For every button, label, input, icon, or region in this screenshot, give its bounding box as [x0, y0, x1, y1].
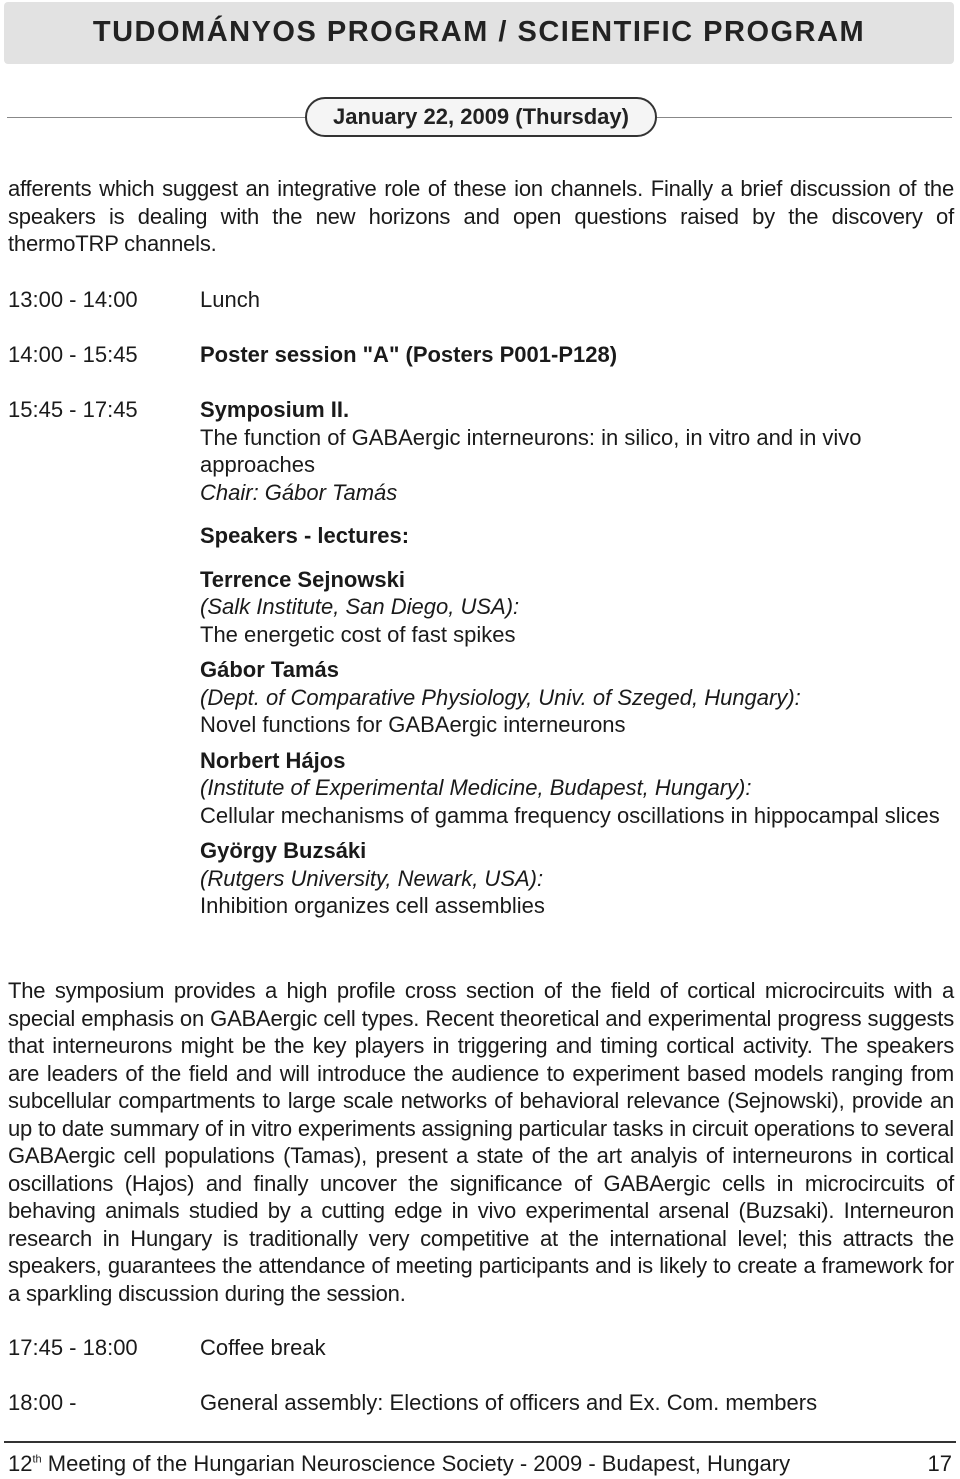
page-title: TUDOMÁNYOS PROGRAM / SCIENTIFIC PROGRAM [92, 16, 866, 48]
date-label: January 22, 2009 (Thursday) [305, 97, 657, 137]
speaker-affiliation: (Dept. of Comparative Physiology, Univ. of Szeged, Hungary): [200, 684, 801, 710]
speaker-talk: Inhibition organizes cell assemblies [200, 893, 545, 918]
speaker-affiliation: (Rutgers University, Newark, USA): [200, 865, 544, 891]
coffee-label: Coffee break [200, 1335, 326, 1360]
assembly-label: General assembly: Elections of officers and Ex. Com. members [200, 1390, 818, 1415]
poster-time: 14:00 - 15:45 [8, 342, 138, 367]
symposium-time: 15:45 - 17:45 [8, 397, 138, 422]
header-band [4, 2, 954, 64]
symposium-title: Symposium II. [200, 397, 350, 422]
speaker-talk: The energetic cost of fast spikes [200, 621, 516, 647]
symposium-description: The symposium provides a high profile cross section of the field of cortical microcircuits with a special emphasis on GABAergic cell types. Recent theoretical and experimental progress suggests that interneurons might be the key players in triggering and timing cortical activity. The speakers are leaders of the field and will introduce the audience to experiment based models ranging from subcellular compartments to large scale networks of behavioral relevance (Sejnowski), provide an up to date summary of in vitro experiments assigning particular tasks in circuit operations to several GABAergic cell populations (Tamas), present a state of the art analyis of interneurons in cortical oscillations (Hajos) and finally uncover the significance of GABAergic cells in microcircuits of behaving animals studied by a cutting edge in vivo experimental arsenal (Buzsaki). Interneuron research in Hungary is traditionally very competitive at the international level; this attracts the speakers, guarantees the attendance of meeting participants and is likely to create a framework for a sparkling discussion during the session. [8, 978, 954, 1306]
speaker-name: Gábor Tamás [200, 657, 339, 682]
footer-suffix: th [32, 1453, 42, 1466]
speaker-name: Norbert Hájos [200, 747, 346, 773]
speaker-name: György Buzsáki [200, 838, 367, 863]
speaker-affiliation: (Institute of Experimental Medicine, Budapest, Hungary): [200, 775, 752, 800]
speaker-affiliation: (Salk Institute, San Diego, USA): [200, 594, 520, 619]
footer-text: Meeting of the Hungarian Neuroscience Society - 2009 - Budapest, Hungary [41, 1451, 791, 1476]
speaker-talk: Cellular mechanisms of gamma frequency oscillations in hippocampal slices [200, 802, 940, 828]
symposium-block [200, 396, 955, 920]
lunch-label: Lunch [200, 287, 260, 312]
coffee-time: 17:45 - 18:00 [8, 1335, 138, 1360]
speaker-talk: Novel functions for GABAergic interneurons [200, 712, 626, 737]
footer-meeting [8, 1450, 790, 1477]
footer-divider [4, 1441, 956, 1443]
lunch-time: 13:00 - 14:00 [8, 287, 138, 312]
intro-paragraph: afferents which suggest an integrative role of these ion channels. Finally a brief discussion of the speakers is dealing with the new horizons and open questions raised by the discovery of thermoTRP channels. [8, 176, 954, 256]
page-number: 17 [927, 1451, 952, 1476]
speaker-name: Terrence Sejnowski [200, 566, 406, 592]
symposium-subtitle: The function of GABAergic interneurons: in silico, in vitro and in vivo approaches [200, 424, 862, 477]
speakers-heading: Speakers - lectures: [200, 523, 410, 548]
symposium-chair: Chair: Gábor Tamás [200, 479, 398, 505]
footer-number: 12 [8, 1451, 33, 1476]
assembly-time: 18:00 - [8, 1390, 77, 1415]
poster-label: Poster session "A" (Posters P001-P128) [200, 342, 618, 367]
